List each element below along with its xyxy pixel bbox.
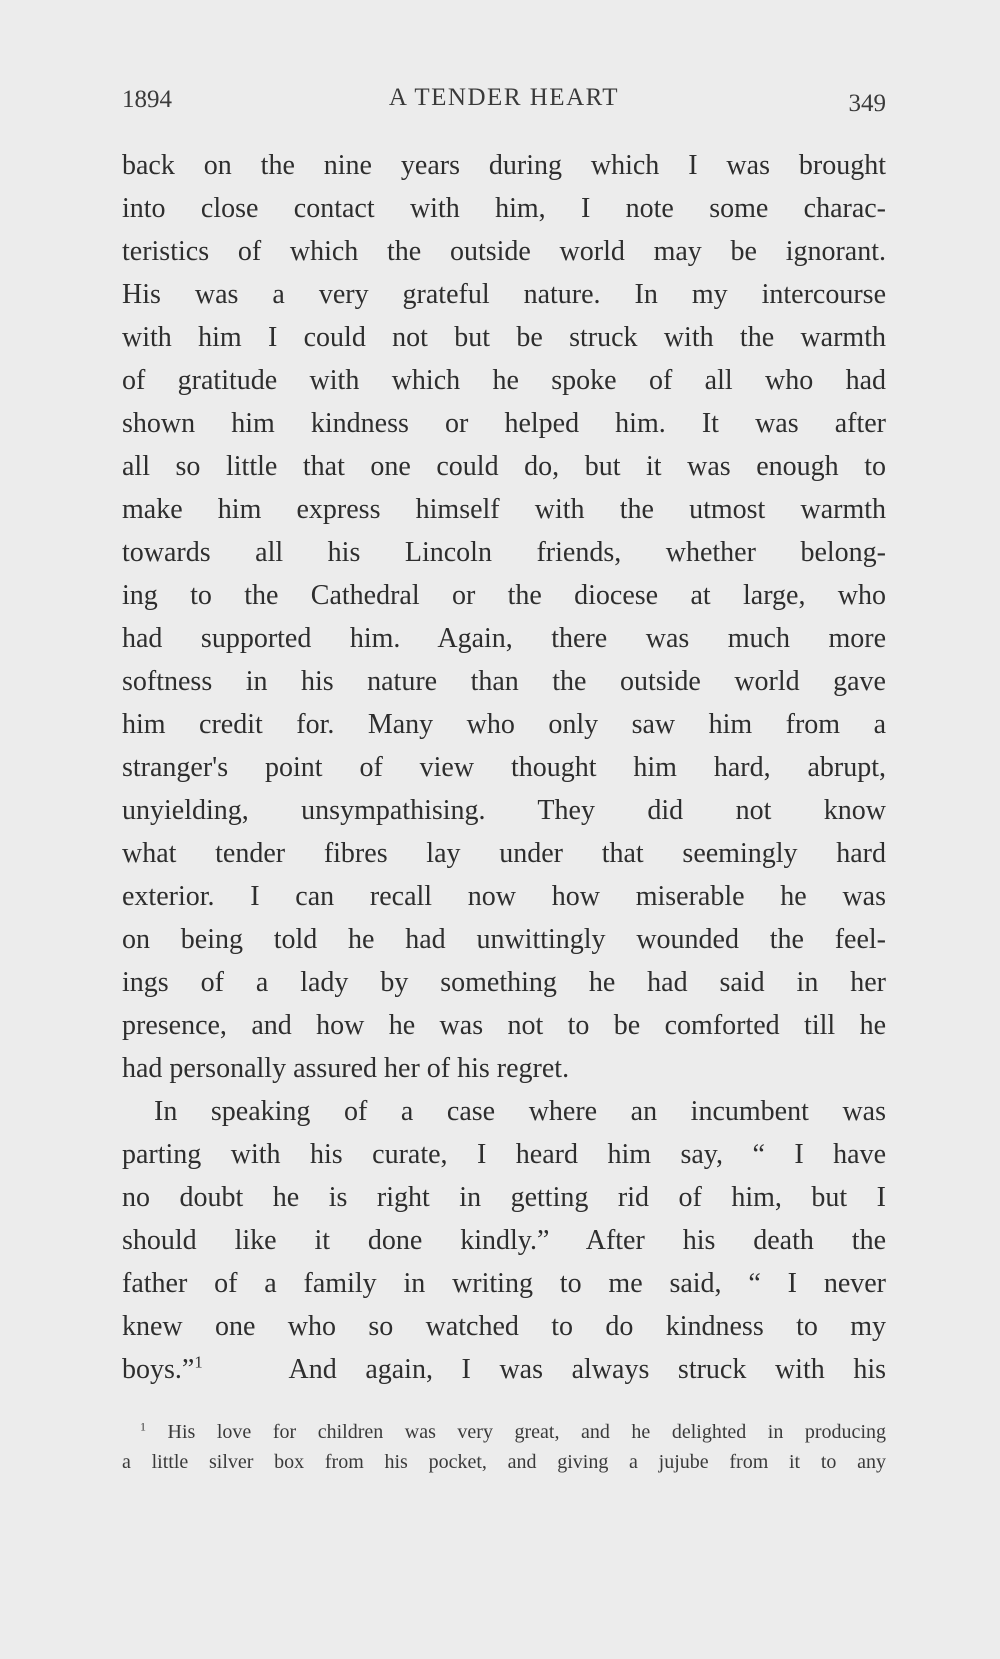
footnote-marker: 1	[194, 1352, 203, 1372]
text-line: parting with his curate, I heard him say, “ I have	[122, 1139, 886, 1170]
body-text	[122, 144, 886, 1391]
footnote	[122, 1417, 886, 1477]
text-segment: And again, I was always struck with his	[288, 1354, 887, 1385]
text-line: knew one who so watched to do kindness to my	[122, 1311, 886, 1342]
text-line: what tender fibres lay under that seemingly hard	[122, 838, 886, 869]
text-line: of gratitude with which he spoke of all who had	[122, 365, 886, 396]
text-segment: boys.”	[122, 1354, 195, 1385]
text-line: had personally assured her of his regret.	[122, 1053, 570, 1084]
text-line: shown him kindness or helped him. It was after	[122, 408, 886, 439]
text-line-with-footnote	[122, 1348, 886, 1391]
footnote-line: a little silver box from his pocket, and giving a jujube from it to any	[122, 1451, 886, 1473]
footnote-text: His love for children was very great, and he delighted in producing	[167, 1421, 886, 1443]
page-number: 349	[848, 90, 886, 117]
text-line: with him I could not but be struck with the warmth	[122, 322, 886, 353]
text-line: teristics of which the outside world may be ignorant.	[122, 236, 886, 267]
text-line: all so little that one could do, but it was enough to	[122, 451, 886, 482]
text-line: stranger's point of view thought him hard, abrupt,	[122, 752, 886, 783]
text-line: should like it done kindly.” After his death the	[122, 1225, 886, 1256]
text-line: make him express himself with the utmost warmth	[122, 494, 886, 525]
text-line: unyielding, unsympathising. They did not know	[122, 795, 886, 826]
text-line: presence, and how he was not to be comforted till he	[122, 1010, 886, 1041]
text-line: no doubt he is right in getting rid of him, but I	[122, 1182, 886, 1213]
text-line: exterior. I can recall now how miserable he was	[122, 881, 886, 912]
text-line: back on the nine years during which I was brought	[122, 150, 886, 181]
text-line: father of a family in writing to me said, “ I never	[122, 1268, 886, 1299]
running-head-title: A TENDER HEART	[388, 84, 620, 111]
text-line: him credit for. Many who only saw him from a	[122, 709, 886, 740]
text-line: In speaking of a case where an incumbent was	[154, 1096, 886, 1127]
text-line: ing to the Cathedral or the diocese at large, who	[122, 580, 886, 611]
running-head-year: 1894	[122, 86, 172, 113]
running-head	[122, 84, 886, 118]
text-line: into close contact with him, I note some charac-	[122, 193, 886, 224]
text-line: softness in his nature than the outside world gave	[122, 666, 886, 697]
text-line: on being told he had unwittingly wounded the feel-	[122, 924, 886, 955]
text-line: His was a very grateful nature. In my intercourse	[122, 279, 886, 310]
text-line: ings of a lady by something he had said in her	[122, 967, 886, 998]
text-line: towards all his Lincoln friends, whether belong-	[122, 537, 886, 568]
text-line: had supported him. Again, there was much more	[122, 623, 886, 654]
footnote-line	[122, 1417, 886, 1447]
footnote-number: 1	[140, 1419, 146, 1434]
